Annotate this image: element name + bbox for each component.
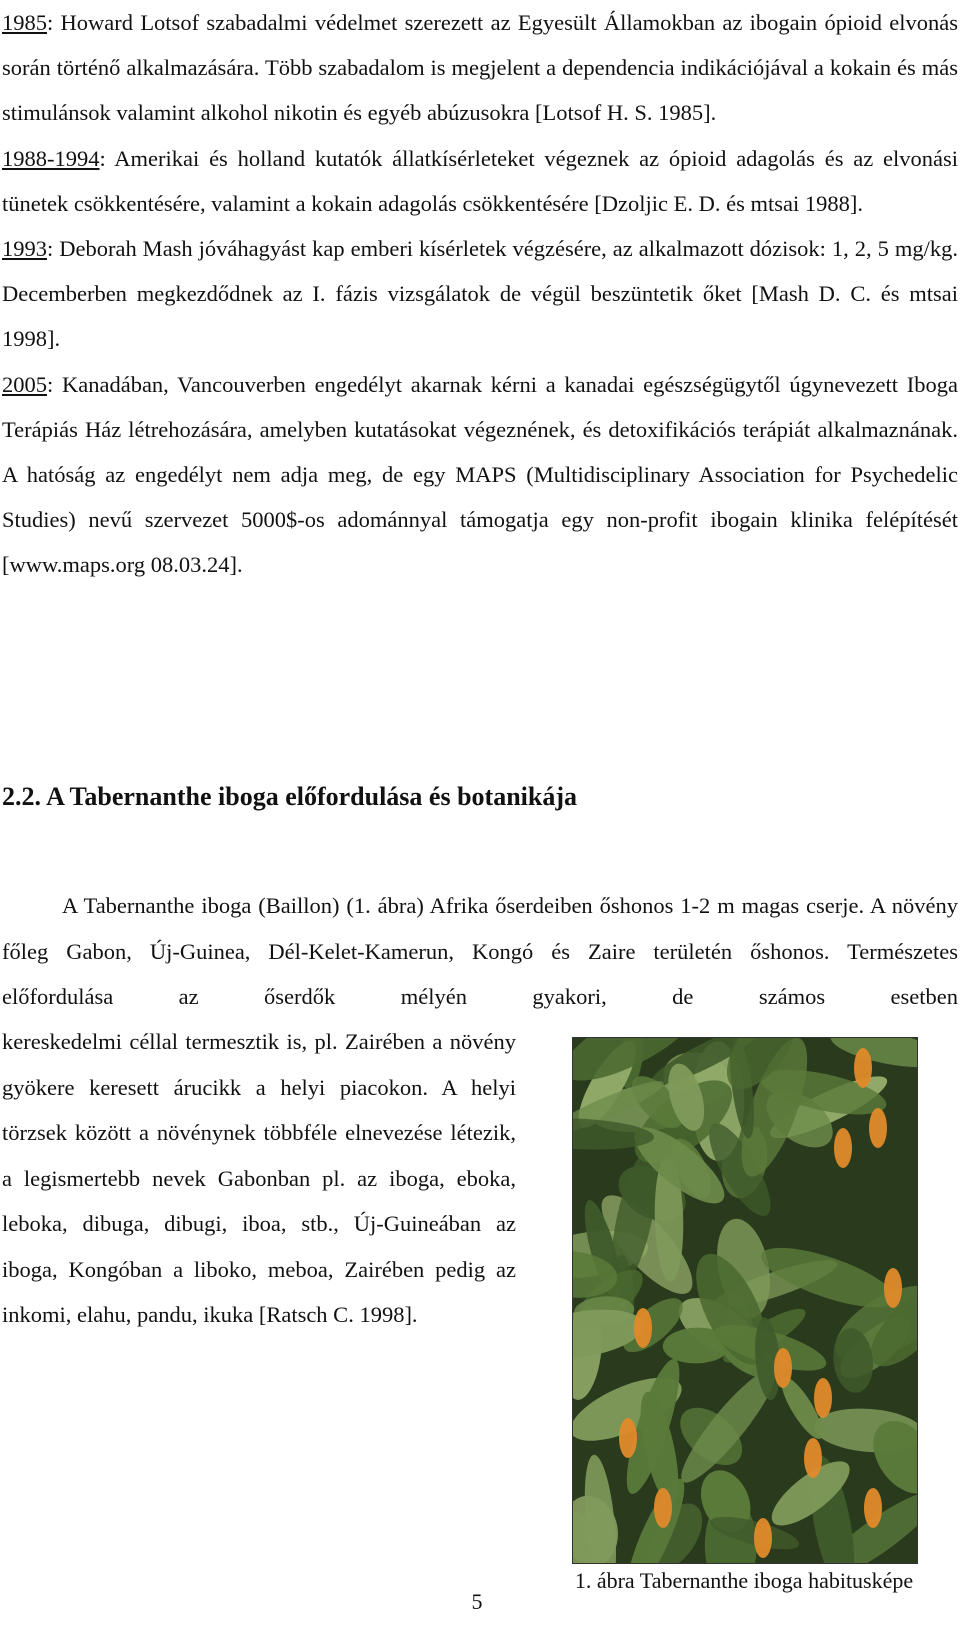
timeline-entry: [2, 136, 958, 226]
botany-paragraph-column: kereskedelmi céllal termesztik is, pl. Zairében a növény gyökere keresett árucikk a helyi piacokon. A helyi törzsek között a növénynek többféle elnevezése létezik, a legismertebb nevek Gabonban pl. az iboga, eboka, leboka, dibuga, dibugi, iboa, stb., Új-Guineában az iboga, Kongóban a liboko, meboa, Zairében pedig az inkomi, elahu, pandu, ikuka [Ratsch C. 1998].: [2, 1029, 516, 1327]
plant-illustration: [573, 1038, 917, 1563]
fruit-shape: [654, 1488, 672, 1528]
timeline-year: 1988-1994: [2, 145, 100, 171]
fruit-shape: [804, 1438, 822, 1478]
timeline: [2, 0, 958, 588]
timeline-text: : Amerikai és holland kutatók állatkísérleteket végeznek az ópioid adagolás és az elvonási tünetek csökkentésére, valamint a kokain adagolás csökkentésére [Dzoljic E. D. és mtsai 1988].: [2, 145, 958, 216]
fruit-shape: [814, 1378, 832, 1418]
section-heading: 2.2. A Tabernanthe iboga előfordulása és botanikája: [2, 782, 577, 811]
fruit-shape: [834, 1128, 852, 1168]
fruit-shape: [884, 1268, 902, 1308]
fruit-shape: [869, 1108, 887, 1148]
fruit-shape: [864, 1488, 882, 1528]
timeline-year: 1985: [2, 10, 47, 35]
timeline-text: : Deborah Mash jóváhagyást kap emberi kísérletek végzésére, az alkalmazott dózisok: 1, 2, 5 mg/kg. Decemberben megkezdődnek az I. fázis vizsgálatok de végül beszüntetik őket [Mash D. C. és mtsai 1998].: [2, 236, 958, 352]
timeline-text: : Howard Lotsof szabadalmi védelmet szerezett az Egyesült Államokban az ibogain ópioid elvonás során történő alkalmazására. Több szabadalom is megjelent a dependencia indikációjával a kokain és más stimulánsok valamint alkohol nikotin és egyéb abúzusokra [Lotsof H. S. 1985].: [2, 10, 958, 126]
botany-paragraph-intro-text: A Tabernanthe iboga (Baillon) (1. ábra) Afrika őserdeiben őshonos 1-2 m magas cserje. A növény főleg Gabon, Új-Guinea, Dél-Kelet-Kamerun, Kongó és Zaire területén őshonos. Természetes előfordulása az őserdők mélyén gyakori, de számos esetben: [2, 893, 958, 1009]
fruit-shape: [754, 1518, 772, 1558]
timeline-text: : Kanadában, Vancouverben engedélyt akarnak kérni a kanadai egészségügytől úgynevezett Iboga Terápiás Ház létrehozására, amelyben kutatásokat végeznének, és detoxifikációs terápiát alkalmaznának. A hatóság az engedélyt nem adja meg, de egy MAPS (Multidisciplinary Association for Psychedelic Studies) nevű szervezet 5000$-os adománnyal támogatja egy non-profit ibogain klinika felépítését [www.maps.org 08.03.24].: [2, 371, 958, 578]
timeline-year: 2005: [2, 371, 47, 397]
fruit-shape: [619, 1418, 637, 1458]
page-number: 5: [471, 1589, 483, 1614]
iboga-plant-photo: [572, 1037, 918, 1564]
timeline-entry: [2, 226, 958, 362]
timeline-entry: [2, 362, 958, 588]
fruit-shape: [774, 1348, 792, 1388]
timeline-year: 1993: [2, 236, 47, 262]
timeline-entry: [2, 0, 958, 136]
fruit-shape: [634, 1308, 652, 1348]
figure-caption: 1. ábra Tabernanthe iboga habitusképe: [574, 1568, 914, 1593]
fruit-shape: [854, 1048, 872, 1088]
